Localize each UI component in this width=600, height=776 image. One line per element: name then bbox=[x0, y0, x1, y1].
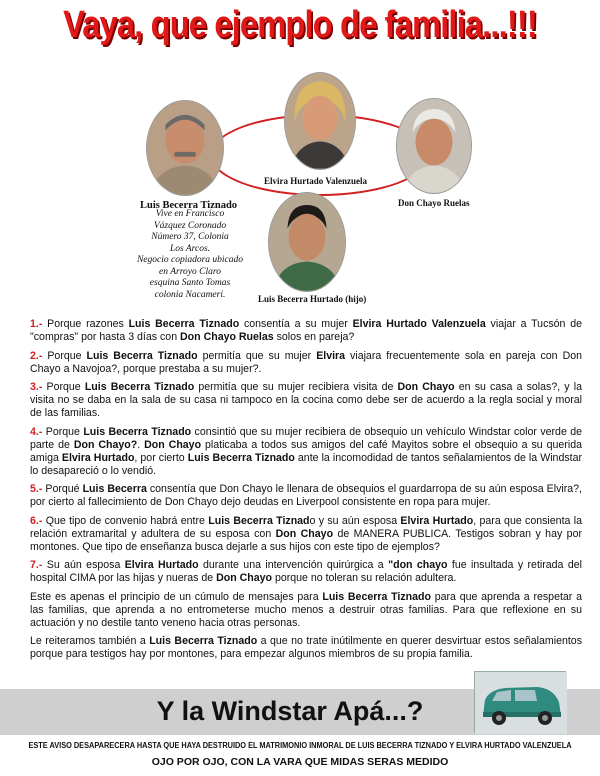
paragraph-number: 3.- bbox=[30, 381, 43, 393]
bold-name: Don Chayo bbox=[216, 572, 272, 584]
bold-name: Don Chayo? bbox=[73, 438, 138, 451]
page-title: Vaya, que ejemplo de familia...!!! bbox=[63, 4, 537, 46]
caption-elvira: Elvira Hurtado Valenzuela bbox=[264, 176, 368, 186]
footer-notice: ESTE AVISO DESAPARECERA HASTA QUE HAYA DESTRUIDO EL MATRIMONIO INMORAL DE LUIS BECERRA TIZNADO Y ELVIRA HURTADO VALENZUELA bbox=[28, 741, 572, 750]
bold-name: Luis Becerra Tiznad bbox=[208, 514, 310, 527]
paragraph-text: Porque bbox=[42, 381, 85, 393]
photo-luis-becerra-hurtado-hijo bbox=[268, 192, 346, 292]
paragraph-text: Este es apenas el principio de un cúmulo de mensajes para bbox=[30, 590, 323, 603]
address-line: colonia Nacameri. bbox=[154, 289, 226, 300]
paragraph-text: Porque razones bbox=[42, 318, 129, 330]
paragraph-number: 5.- bbox=[30, 483, 43, 495]
luis-address bbox=[130, 209, 250, 301]
bold-name: Luis Becerra Tiznado bbox=[86, 349, 198, 362]
caption-chayo: Don Chayo Ruelas bbox=[398, 198, 470, 208]
address-line: Negocio copiadora ubicado bbox=[136, 255, 244, 265]
portrait-elderly-man-icon bbox=[397, 99, 471, 193]
address-line: Vázquez Coronado bbox=[153, 220, 227, 231]
paragraph-text: viajar a Tucsón de "compras" por hasta 3 días con bbox=[30, 318, 583, 343]
paragraph-text: ante la incomodidad de tantos señalamientos de la Windstar lo desapareció o lo vendió. bbox=[30, 451, 582, 477]
paragraph-text: Porque bbox=[42, 425, 84, 438]
paragraph-text: platicaba a todos sus amigos del café Mayitos sobre el obsequio a su querida amiga bbox=[30, 438, 582, 464]
paragraph-text: durante una intervención quirúrgica a bbox=[198, 559, 389, 571]
paragraph-text: , para que consienta la relación extramarital y adultera de su esposa con bbox=[30, 514, 582, 540]
paragraph bbox=[30, 318, 582, 344]
paragraph-text: viajara frecuentemente sola en pareja con Don Chayo a Navojoa?, porque prestaba a su mujer?. bbox=[30, 349, 582, 375]
address-line: Número 37, Colonia bbox=[151, 232, 229, 242]
address-line: Los Arcos. bbox=[169, 243, 211, 254]
bold-name: Elvira Hurtado bbox=[124, 559, 199, 571]
paragraph-text: de MANERA PUBLICA. Testigos sobran y hay por montones. Que tipo de enseñanza busca dejarle a sus hijos con este tipo de ejemplos? bbox=[30, 527, 582, 553]
paragraph-text: Su aún esposa bbox=[42, 559, 125, 571]
paragraph-text: consintió que su mujer recibiera de obsequio un vehículo Windstar color verde de parte de bbox=[30, 425, 582, 451]
footer-motto: OJO POR OJO, CON LA VARA QUE MIDAS SERAS MEDIDO bbox=[151, 756, 449, 768]
paragraph bbox=[30, 483, 582, 509]
bold-name: Don Chayo bbox=[397, 381, 455, 393]
portrait-man-icon bbox=[147, 101, 223, 195]
bold-name: Elvira bbox=[316, 349, 346, 362]
paragraph-text: . bbox=[137, 438, 145, 451]
accusation-list bbox=[30, 318, 582, 667]
bold-name: Luis Becerra bbox=[82, 483, 147, 495]
address-line: en Arroyo Claro bbox=[159, 266, 221, 277]
paragraph-number: 7.- bbox=[30, 559, 43, 571]
windstar-van-photo bbox=[474, 671, 566, 733]
bold-name: Luis Becerra Tiznado bbox=[83, 425, 192, 438]
paragraph-text: solos en pareja? bbox=[273, 331, 355, 343]
paragraph-text: Le reiteramos también a bbox=[30, 635, 150, 647]
bold-name: Elvira Hurtado Valenzuela bbox=[352, 318, 486, 330]
photo-don-chayo-ruelas bbox=[396, 98, 472, 194]
bold-name: Don Chayo bbox=[144, 438, 202, 451]
paragraph-number: 1.- bbox=[30, 318, 43, 330]
bold-name: Don Chayo Ruelas bbox=[180, 331, 274, 343]
paragraph-text: , por cierto bbox=[134, 451, 188, 464]
paragraph bbox=[30, 426, 582, 478]
paragraph bbox=[30, 515, 582, 554]
address-line: esquina Santo Tomas bbox=[149, 278, 231, 288]
bold-name: Luis Becerra Tiznado bbox=[187, 451, 295, 464]
paragraph-text: o y su aún esposa bbox=[309, 514, 401, 527]
paragraph-text: Porqué bbox=[42, 483, 83, 495]
paragraph-text: en su casa a solas?, y la visita no se daba en la sala de su casa ni tampoco en la cocina como debe ser de acuerdo a la regla social y moral de las familias. bbox=[30, 381, 582, 419]
paragraph bbox=[30, 559, 582, 585]
paragraph bbox=[30, 635, 582, 661]
bold-name: Luis Becerra Tiznado bbox=[84, 381, 195, 393]
paragraph-text: consentía a su mujer bbox=[239, 318, 353, 330]
paragraph-text: permitía que su mujer recibiera visita de bbox=[194, 381, 398, 393]
paragraph-text: porque no toleran su relación adultera. bbox=[272, 572, 457, 584]
portrait-young-man-icon bbox=[269, 193, 345, 291]
paragraph bbox=[30, 591, 582, 630]
caption-luis: Luis Becerra Tiznado bbox=[140, 200, 238, 211]
banner-headline: Y la Windstar Apá...? bbox=[156, 696, 424, 726]
portrait-woman-icon bbox=[285, 73, 355, 169]
paragraph-text: a que no trate inútilmente en querer desvirtuar estos señalamientos porque para testigos hay por montones, para empezar algunos miembros de su propia familia. bbox=[30, 635, 582, 660]
bold-name: Luis Becerra Tiznado bbox=[149, 635, 258, 647]
photo-elvira-hurtado-valenzuela bbox=[284, 72, 356, 170]
caption-hijo: Luis Becerra Hurtado (hijo) bbox=[258, 294, 367, 304]
bold-name: "don chayo bbox=[388, 559, 448, 571]
bold-name: Luis Becerra Tiznado bbox=[128, 318, 240, 330]
photo-luis-becerra-tiznado bbox=[146, 100, 224, 196]
paragraph-number: 4.- bbox=[30, 425, 43, 438]
paragraph-text: permitía que su mujer bbox=[197, 349, 317, 362]
paragraph-text: Porque bbox=[42, 349, 87, 362]
paragraph bbox=[30, 350, 582, 376]
address-line: Vive en Francisco bbox=[155, 209, 225, 219]
paragraph-text: fue insultada y retirada del hospital CIMA por las hijas y nueras de bbox=[30, 559, 582, 584]
paragraph-text: para que aprenda a respetar a las familias, que aprenda a no entrometerse mucho menos a destruir otras familias. Para que reflexione en su actuación y no destile tanto veneno hacia otras personas. bbox=[30, 590, 582, 629]
minivan-icon bbox=[475, 672, 567, 734]
bold-name: Elvira Hurtado bbox=[400, 514, 474, 527]
bold-name: Luis Becerra Tiznado bbox=[322, 590, 431, 603]
paragraph-text: Que tipo de convenio habrá entre bbox=[42, 514, 209, 527]
bold-name: Elvira Hurtado bbox=[61, 451, 135, 464]
paragraph bbox=[30, 381, 582, 420]
paragraph-text: consentía que Don Chayo le llenara de obsequios el guardarropa de su aún esposa Elvira?, por cierto al fallecimiento de Don Chayo dejo deudas en Liverpool consistente en ropa para mujer. bbox=[30, 483, 582, 508]
bold-name: Don Chayo bbox=[275, 527, 334, 540]
paragraph-number: 6.- bbox=[30, 514, 43, 527]
paragraph-number: 2.- bbox=[30, 349, 43, 362]
